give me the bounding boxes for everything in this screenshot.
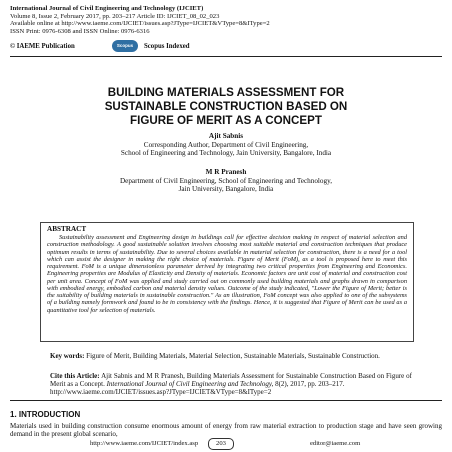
citation-text: Ajit Sabnis and M R Pranesh, Building Materials Assessment for Sustainable Construction Based on Figure of Merit as a Concept. (50, 372, 412, 389)
keywords-text: Figure of Merit, Building Materials, Material Selection, Sustainable Materials, Sustainable Construction. (86, 352, 380, 360)
citation-url[interactable]: http://www.iaeme.com/IJCIET/issues.asp?JType=IJCIET&VType=8&IType=2 (50, 388, 272, 397)
author-affiliation: Jain University, Bangalore, India (178, 185, 274, 194)
scopus-indexed-label: Scopus Indexed (144, 43, 190, 50)
introduction-heading: 1. INTRODUCTION (10, 410, 81, 419)
citation-tail: 8(2), 2017, pp. 203–217. (275, 380, 345, 389)
iaeme-publication-label: © IAEME Publication (10, 43, 75, 50)
citation (50, 372, 412, 397)
footer-email[interactable]: editor@iaeme.com (310, 440, 361, 447)
page-number: 203 (208, 438, 234, 450)
citation-journal: International Journal of Civil Engineering and Technology, (106, 380, 274, 389)
abstract-box (40, 222, 414, 342)
scopus-logo-icon: Scopus (112, 40, 138, 52)
author-name: Ajit Sabnis (208, 132, 244, 140)
section-divider (10, 400, 442, 401)
author-affiliation: School of Engineering and Technology, Jain University, Bangalore, India (120, 149, 332, 158)
publisher-logo-row (10, 40, 442, 54)
author-role: Corresponding Author, Department of Civil Engineering, (143, 140, 309, 149)
title-line: FIGURE OF MERIT AS A CONCEPT (130, 114, 322, 127)
author-1 (10, 132, 442, 158)
abstract-text: Sustainability assessment and Engineering design in buildings call for effective decision making in respect of material selection and construction methodology. A good sustainable solution involves choosing most suitable material and construction techniques that produce optimum results in terms of sustainability. Due to several choices available in material selection for construction, there is a need for a tool which can assist the designer in making the right choice of materials. Figure of Merit (FoM), as a tool is proposed here to meet this requirement. FoM is a unique dimensionless parameter derived by integrating two critical properties from Engineering and Economics. Engineering properties are Modulus of Elasticity and Density of materials. Economic factors are unit cost of material and construction cost per unit area. Concept of FoM was applied and study carried out on commonly used building materials and graphs drawn in comparison with embodied energy, embodied carbon and material density values. Outcome of the study indicated, "Lower the Figure of Merit; better is the suitability of building materials in sustainable construction." As an illustration, FoM concept was also applied to one of the subsystems of a building namely formwork and found to be in consistency with the findings. Hence, it is suggested that Figure of Merit can be used as a quantitative tool for selection of materials. (47, 234, 407, 314)
author-name: M R Pranesh (205, 168, 247, 176)
author-role: Department of Civil Engineering, School of Engineering and Technology, (119, 176, 333, 185)
abstract-heading: ABSTRACT (47, 225, 87, 233)
journal-header (10, 5, 442, 35)
title-line: BUILDING MATERIALS ASSESSMENT FOR (107, 86, 345, 99)
author-2 (10, 168, 442, 194)
header-divider (10, 56, 442, 57)
paper-title (40, 86, 412, 128)
citation-label: Cite this Article: (50, 372, 100, 380)
keywords-label: Key words: (50, 352, 85, 360)
volume-line: Volume 8, Issue 2, February 2017, pp. 203–217 Article ID: IJCIET_08_02_023 (10, 12, 220, 20)
title-line: SUSTAINABLE CONSTRUCTION BASED ON (104, 100, 348, 113)
available-online-line[interactable]: Available online at http://www.iaeme.com/IJCIET/issues.asp?JType=IJCIET&VType=8&IType=2 (10, 20, 270, 28)
introduction-text: Materials used in building construction consume enormous amount of energy from raw material extraction to production stage and have seen growing demand in the present global scenario, (10, 422, 442, 439)
page-footer (10, 438, 442, 450)
footer-url[interactable]: http://www.iaeme.com/IJCIET/index.asp (90, 440, 199, 447)
issn-line: ISSN Print: 0976-6308 and ISSN Online: 0976-6316 (10, 27, 150, 35)
keywords (50, 352, 412, 360)
journal-title: International Journal of Civil Engineering and Technology (IJCIET) (10, 5, 204, 12)
